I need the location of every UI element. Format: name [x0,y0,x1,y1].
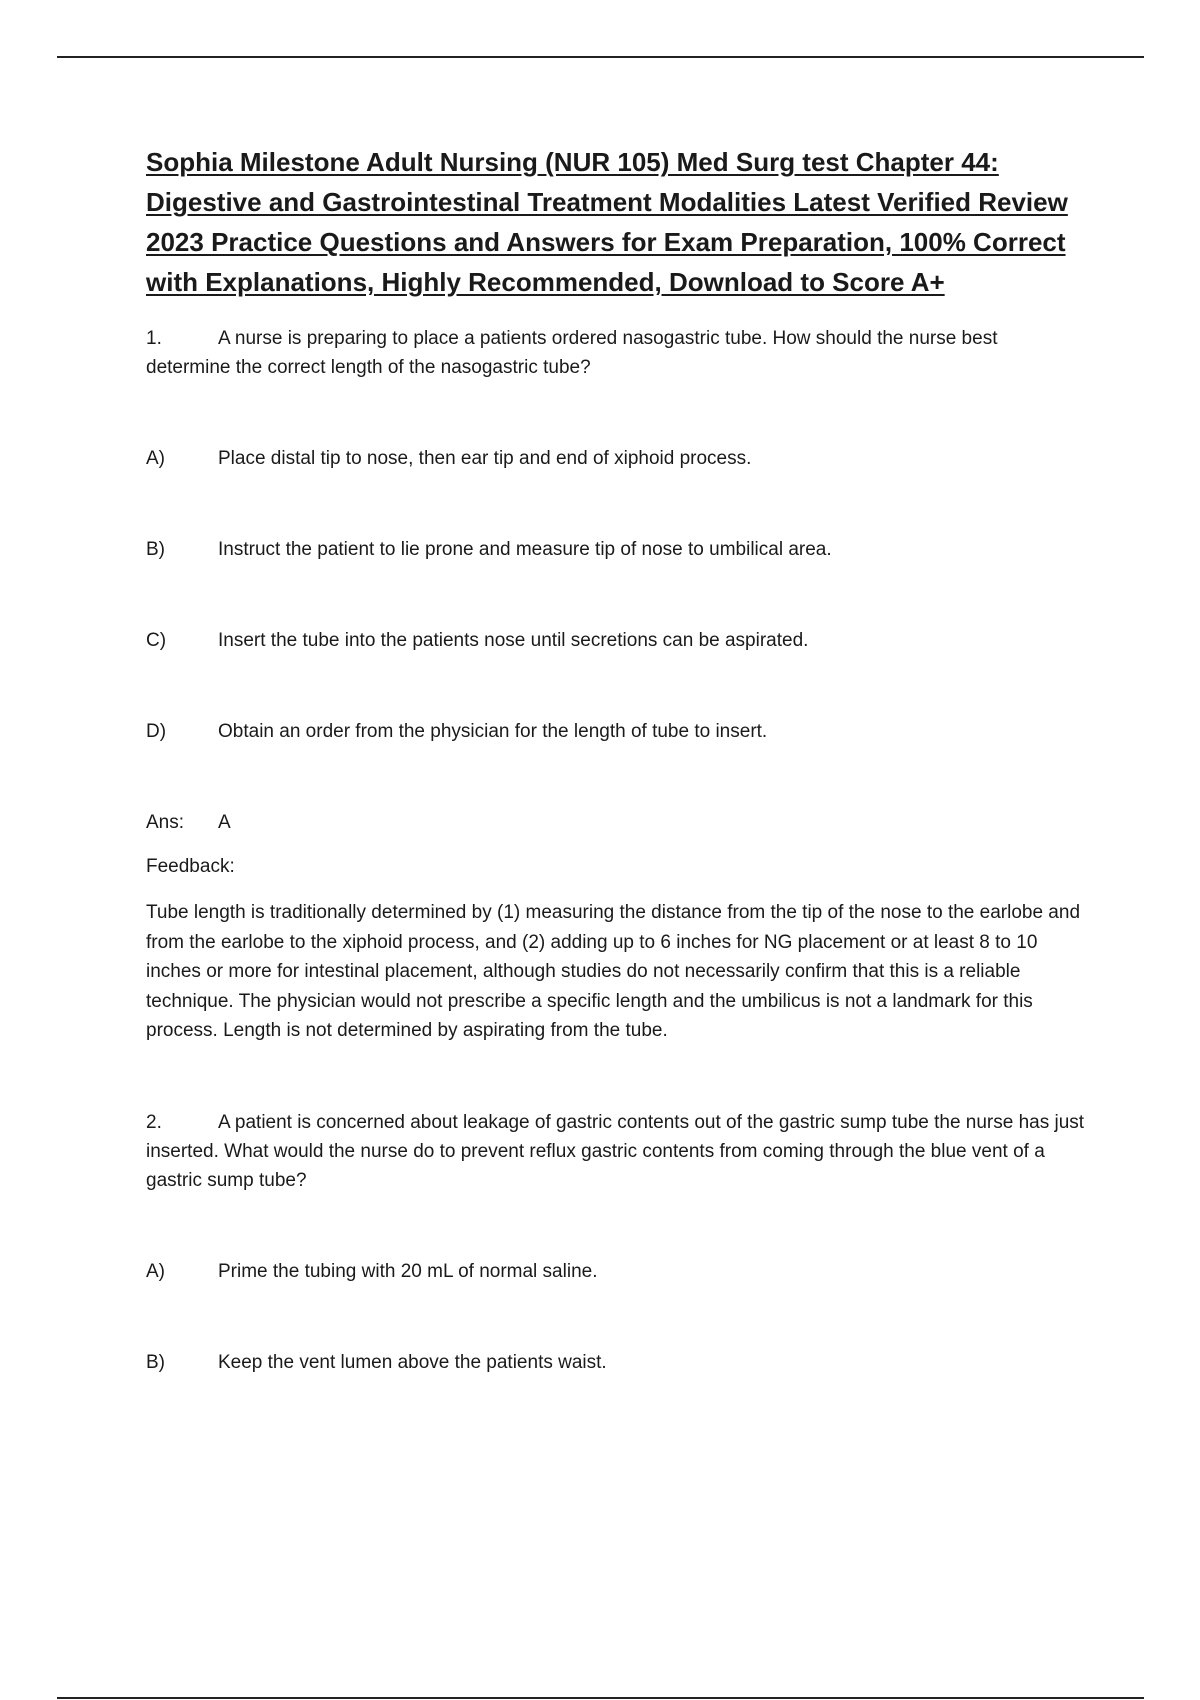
feedback-label: Feedback: [146,856,235,877]
option-1d [146,717,1086,746]
question-number: 2. [146,1111,162,1133]
option-letter: A) [146,1260,165,1282]
option-2a [146,1257,1086,1286]
option-letter: D) [146,721,167,742]
top-rule [57,56,1144,58]
bottom-rule [57,1697,1144,1699]
option-letter: B) [146,1351,165,1373]
option-1b [146,535,1086,564]
question-text: A nurse is preparing to place a patients ordered nasogastric tube. How should the nurse best determine the correct length of the nasogastric tube? [146,328,998,378]
option-1c [146,626,1086,655]
question-2 [146,1108,1086,1195]
document-title: Sophia Milestone Adult Nursing (NUR 105) Med Surg test Chapter 44: Digestive and Gastrointestinal Treatment Modalities Latest Verified Review 2023 Practice Questions and Answers for Exam Preparation, 100% Correct with Explanations, Highly Recommended, Download to Score A+ [146,147,1068,297]
option-text: Instruct the patient to lie prone and measure tip of nose to umbilical area. [218,539,832,560]
question-1 [146,324,1086,382]
question-number: 1. [146,328,162,349]
option-text: Insert the tube into the patients nose until secretions can be aspirated. [218,630,809,651]
feedback-text: Tube length is traditionally determined by (1) measuring the distance from the tip of the nose to the earlobe and from the earlobe to the xiphoid process, and (2) adding up to 6 inches for NG placement or at least 8 to 10 inches or more for intestinal placement, although studies do not necessarily confirm that this is a reliable technique. The physician would not prescribe a specific length and the umbilicus is not a landmark for this process. Length is not determined by aspirating from the tube. [146,902,1081,1041]
option-2b [146,1348,1086,1377]
option-letter: C) [146,630,167,651]
option-letter: B) [146,539,165,560]
answer-1 [146,808,1086,837]
option-letter: A) [146,448,165,469]
option-text: Place distal tip to nose, then ear tip and end of xiphoid process. [218,448,752,469]
option-text: Prime the tubing with 20 mL of normal saline. [218,1260,598,1282]
answer-value: A [218,812,231,833]
question-text: A patient is concerned about leakage of gastric contents out of the gastric sump tube the nurse has just inserted. What would the nurse do to prevent reflux gastric contents from coming through the blue vent of a gastric sump tube? [146,1111,1085,1191]
document-body [146,142,1086,1377]
answer-label: Ans: [146,812,185,833]
option-text: Obtain an order from the physician for the length of tube to insert. [218,721,768,742]
option-1a [146,444,1086,473]
option-text: Keep the vent lumen above the patients waist. [218,1351,607,1373]
